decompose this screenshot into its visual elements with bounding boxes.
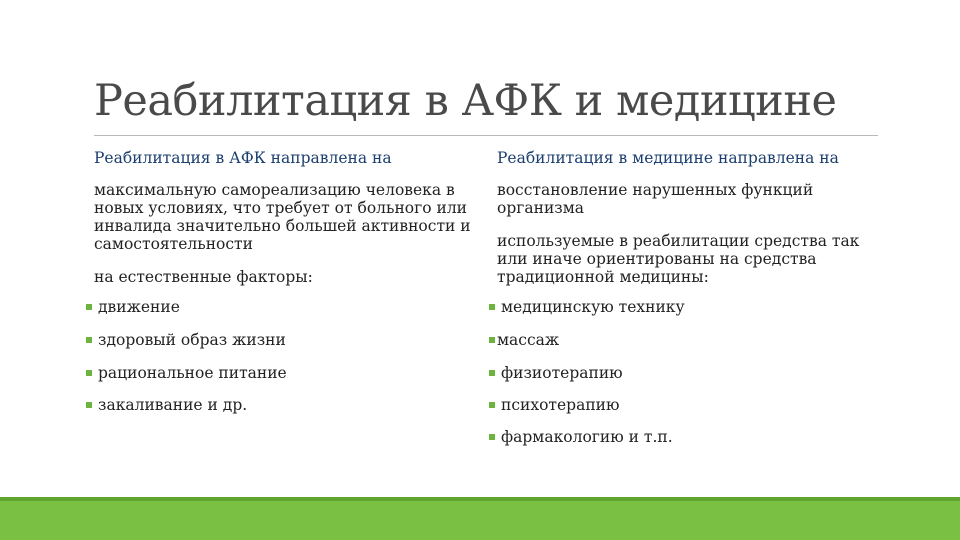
title-divider: [94, 135, 878, 136]
bullet-square-icon: [86, 402, 92, 408]
left-column-paragraph: максимальную самореализацию человека в новых условиях, что требует от больного или инвалида значительно большей активности и самостоятельности: [94, 181, 471, 253]
left-bullet-label: закаливание и др.: [98, 396, 248, 414]
left-column-factors-intro: на естественные факторы:: [94, 268, 313, 286]
left-bullet-label: движение: [98, 298, 180, 316]
right-bullet-label: фармакологию и т.п.: [501, 428, 673, 446]
left-bullet-item: [86, 396, 247, 414]
bullet-square-icon: [489, 434, 495, 440]
bullet-square-icon: [489, 337, 495, 343]
bullet-square-icon: [489, 370, 495, 376]
right-column-paragraph-1: восстановление нарушенных функций организма: [497, 181, 814, 217]
bullet-square-icon: [489, 304, 495, 310]
right-bullet-label: психотерапию: [501, 396, 620, 414]
left-bullet-item: [86, 364, 287, 382]
left-bullet-label: рациональное питание: [98, 364, 287, 382]
right-column-paragraph-2: используемые в реабилитации средства так или иначе ориентированы на средства традиционной медицины:: [497, 232, 860, 286]
right-bullet-item: [489, 428, 673, 446]
right-bullet-item: [489, 364, 623, 382]
footer-accent-bar: [0, 497, 960, 540]
bullet-square-icon: [489, 402, 495, 408]
right-bullet-label: медицинскую технику: [501, 298, 685, 316]
footer-accent-line: [0, 497, 960, 501]
right-bullet-label: массаж: [497, 331, 560, 349]
left-bullet-item: [86, 331, 286, 349]
right-bullet-item: [489, 298, 685, 316]
bullet-square-icon: [86, 337, 92, 343]
bullet-square-icon: [86, 370, 92, 376]
left-column-heading: Реабилитация в АФК направлена на: [94, 149, 392, 167]
right-column-heading: Реабилитация в медицине направлена на: [497, 149, 839, 167]
right-bullet-item: [489, 396, 619, 414]
slide-title: Реабилитация в АФК и медицине: [94, 76, 837, 126]
left-bullet-label: здоровый образ жизни: [98, 331, 286, 349]
bullet-square-icon: [86, 304, 92, 310]
right-bullet-item: [489, 331, 559, 349]
left-bullet-item: [86, 298, 180, 316]
right-bullet-label: физиотерапию: [501, 364, 623, 382]
